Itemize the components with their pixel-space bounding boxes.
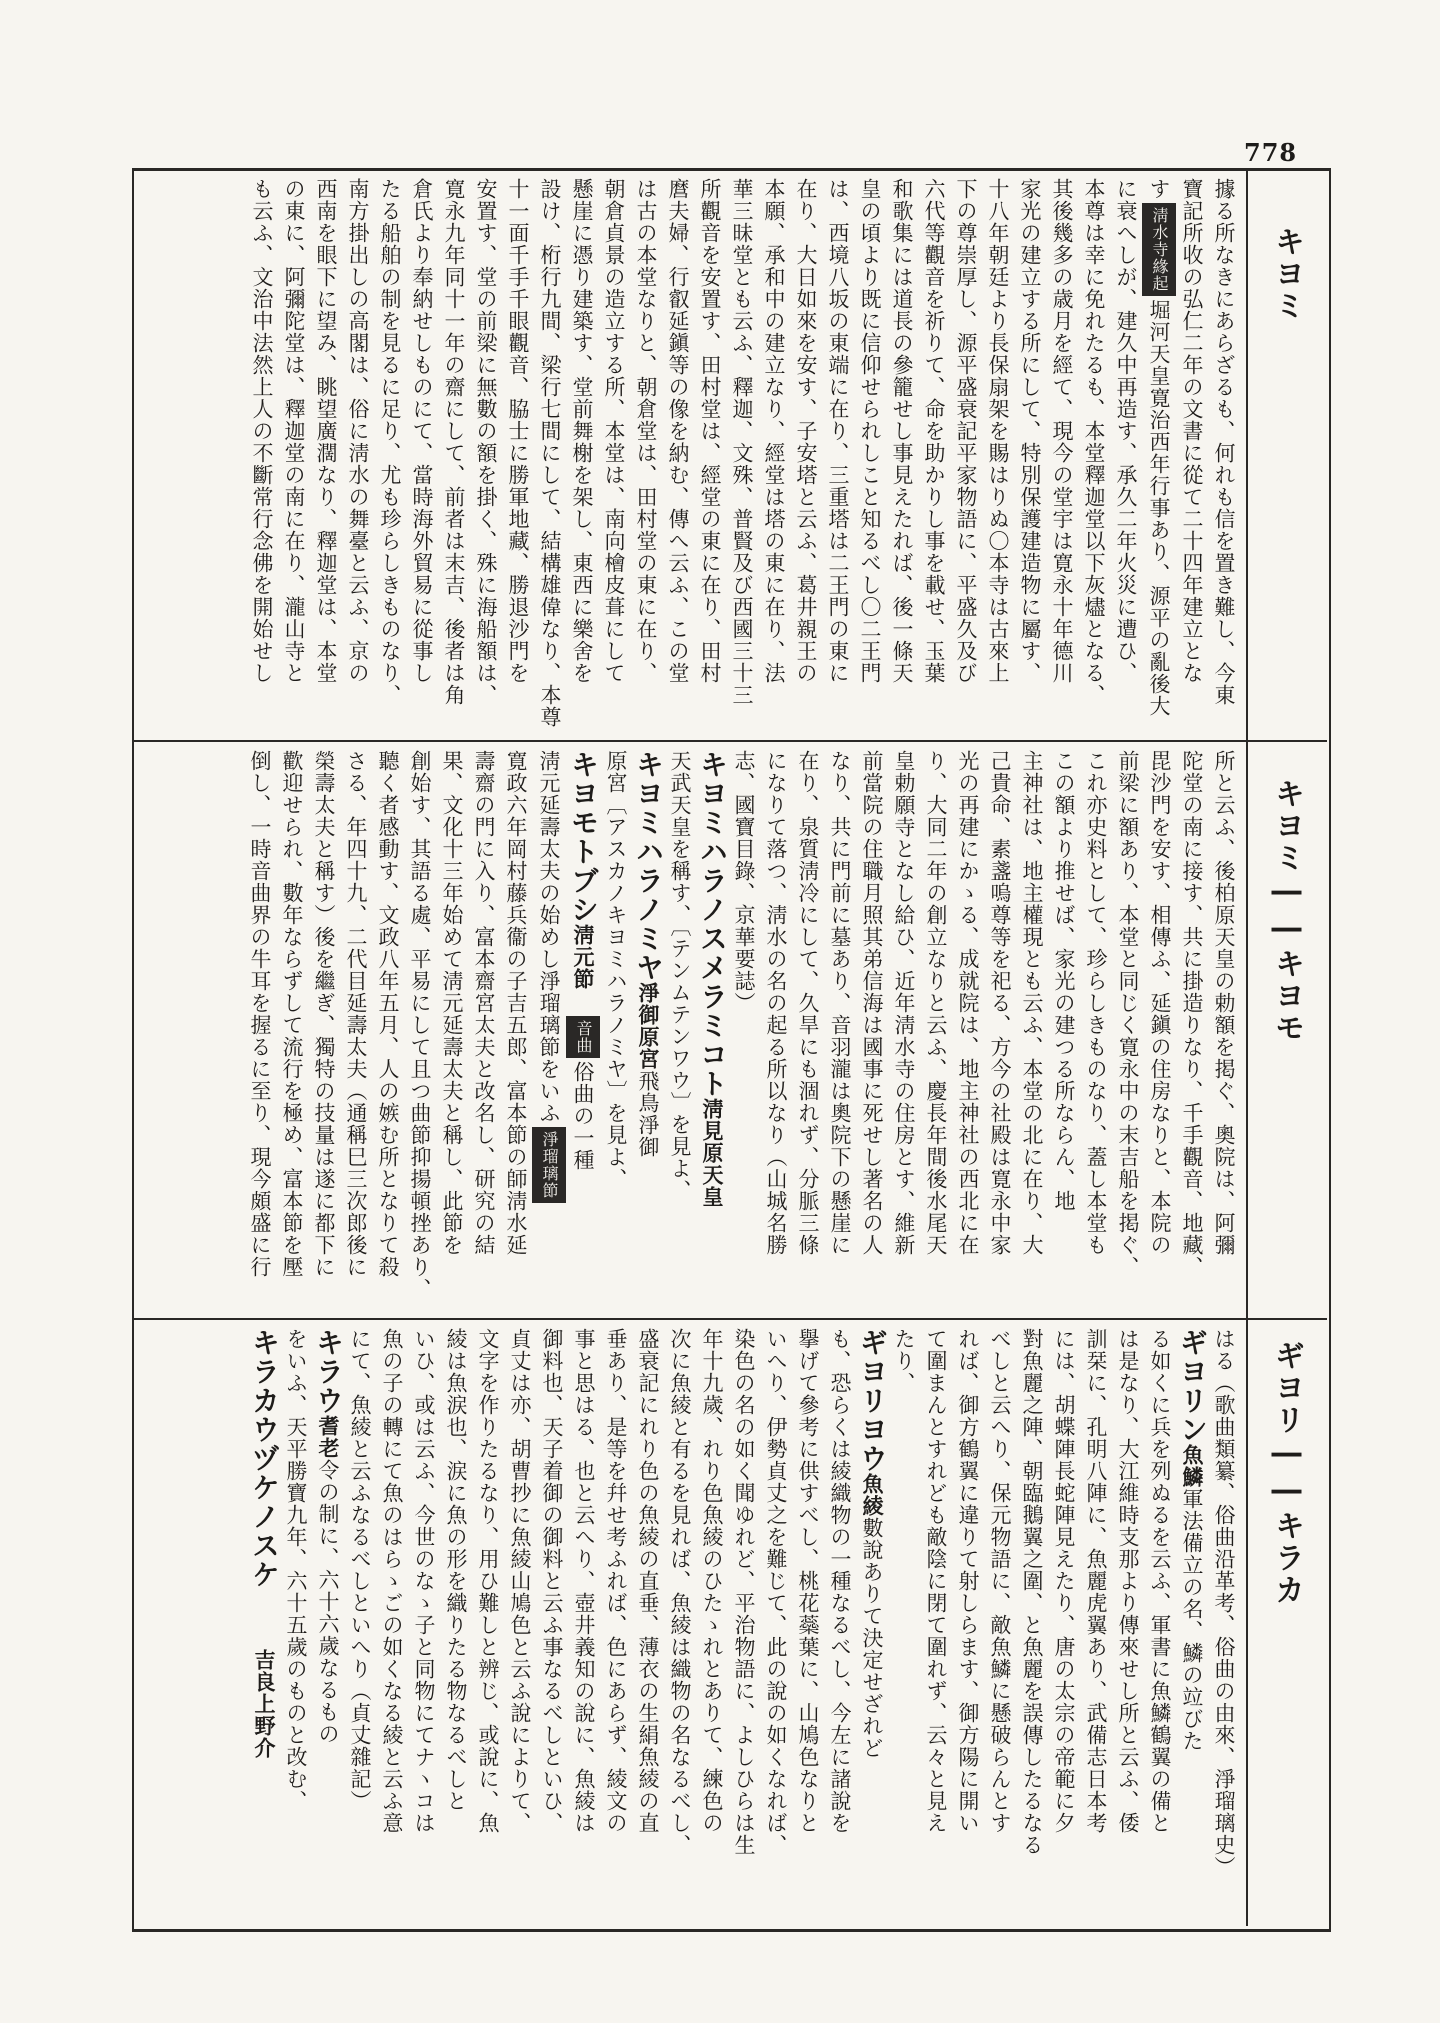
reading: 耆老 <box>316 1415 341 1459</box>
mid-line: 天武天皇を稱す、〔テンムテンワウ〕を見よ、 <box>668 750 692 1202</box>
reading: 淨御原宮 <box>636 982 661 1070</box>
reading: 淸元節 <box>571 924 596 990</box>
bottom-line: たり、 <box>892 1328 916 1394</box>
top-line: 其後幾多の歳月を經て、現今の堂宇は寛永十年德川 <box>1050 178 1074 684</box>
headword: キヨモトブシ <box>567 750 600 924</box>
entry-header-kirau: キラウ耆老令の制に、六十六歲なるもの <box>312 1328 345 1745</box>
entry-header-gyoryo: ギヨリヨウ魚綾數說ありて決定せざれど <box>856 1328 889 1759</box>
bottom-line: て圍まんとすれども敵陰に閉て圍れず、云々と見え <box>924 1328 948 1834</box>
reading: 淸見原天皇 <box>700 1098 725 1208</box>
top-line: 設け、桁行九間、梁行七間にして、結構雄偉なり、本尊 <box>538 178 562 728</box>
top-line: 朝倉貞景の造立する所、本堂は、南向檜皮葺にして <box>602 178 626 684</box>
mid-line: 皇勅願寺となし給ひ、近年淸水寺の住房とす、維新 <box>892 750 916 1256</box>
top-line: 十八年朝廷より長保扇架を賜はりぬ〇本寺は古來上 <box>986 178 1010 684</box>
mid-line: 前梁に額あり、本堂と同じく寛永中の末吉船を掲ぐ、 <box>1116 750 1140 1278</box>
top-line: に衰へしが、建久中再造す、承久二年火災に遭ひ、 <box>1114 178 1138 684</box>
top-line: 家光の建立する所にして、特別保護建造物に屬す、 <box>1018 178 1042 684</box>
top-line: 麿夫婦、行叡延鎭等の像を納む、傳へ云ふ、この堂 <box>666 178 690 684</box>
top-line: 六代等觀音を祈りて、命を助かりし事を載せ、玉葉 <box>922 178 946 684</box>
top-line: 和歌集には道長の參籠せし事見えたれば、後一條天 <box>890 178 914 684</box>
top-line: 安置す、堂の前梁に無數の額を掛く、殊に海船額は、 <box>474 178 498 706</box>
top-line: 所觀音を安置す、田村堂は、經堂の東に在り、田村 <box>698 178 722 684</box>
bottom-line: 文字を作りたるなり、用ひ難しと辨じ、或說に、魚 <box>476 1328 500 1834</box>
top-line: 南方掛出しの高閣は、俗に淸水の舞臺と云ふ、京の <box>346 178 370 684</box>
ongyoku-badge: 音曲 <box>566 1016 600 1058</box>
page-number: 778 <box>1244 138 1298 167</box>
mid-line: 志、國寶目錄、京華要誌） <box>732 750 756 1014</box>
bottom-line: いひ、或は云ふ、今世のなゝ子と同物にてナヽコは <box>412 1328 436 1834</box>
middle-text-column <box>140 750 1240 1310</box>
top-line: す淸水寺緣起堀河天皇寛治西年行事あり、源平の亂後大 <box>1142 178 1176 736</box>
top-line: たる船舶の制を見るに足り、尤も珍らしきものなり、 <box>378 178 402 706</box>
top-line: 倉氏より奉納せしものにて、當時海外貿易に從事し <box>410 178 434 684</box>
bottom-line: 訓栞に、孔明八陣に、魚麗虎翼あり、武備志日本考 <box>1084 1328 1108 1834</box>
section-label-gyori-kiraka: ギヨリ――キラカ <box>1269 1340 1304 1606</box>
mid-line: 歡迎せられ、數年ならずして流行を極め、富本節を壓 <box>280 750 304 1278</box>
bottom-line: 貞丈は亦、胡曹抄に魚綾山鳩色と云ふ說によりて、 <box>508 1328 532 1834</box>
headword: キヨミハラノスメラミコト <box>696 750 729 1098</box>
reading-extra: 飛鳥淨御 <box>636 1070 660 1158</box>
top-line: の東に、阿彌陀堂は、釋迦堂の南に在り、瀧山寺と <box>282 178 306 684</box>
top-line: 據る所なきにあらざるも、何れも信を置き難し、今東 <box>1212 178 1236 706</box>
bottom-line: 次に魚綾と有るを見れば、魚綾は織物の名なるべし、 <box>668 1328 692 1856</box>
mid-line: この額より推せば、家光の建つる所ならん、地 <box>1052 750 1076 1212</box>
mid-line: 前當院の住職月照其弟信海は國事に死せし著名の人 <box>860 750 884 1256</box>
section-divider-upper <box>134 740 1327 742</box>
mid-line: 光の再建にかゝる、成就院は、地主神社の西北に在 <box>956 750 980 1256</box>
bottom-line: 染色の名の如く聞ゆれど、平治物語に、よしひらは生 <box>732 1328 756 1856</box>
mid-line: り、大同二年の創立なりと云ふ、慶長年間後水尾天 <box>924 750 948 1256</box>
bottom-line: にて、魚綾と云ふなるべしといへり（貞丈雜記） <box>348 1328 372 1812</box>
mid-line: 寛政六年岡村藤兵衞の子吉五郎、富本節の師淸水延 <box>504 750 528 1256</box>
bottom-line: 擧げて參考に供すべし、桃花蘂葉に、山鳩色なりと <box>796 1328 820 1834</box>
top-line: 寶記所收の弘仁二年の文書に從て二十四年建立とな <box>1180 178 1204 684</box>
label-column-rule <box>1246 170 1248 1926</box>
mid-line: 倒し、一時音曲界の牛耳を握るに至り、現今頗盛に行 <box>248 750 272 1278</box>
bottom-line: べしと云へり、保元物語に、敵魚鱗に懸破らんとす <box>988 1328 1012 1834</box>
mid-line: 所と云ふ、後柏原天皇の勅額を掲ぐ、奧院は、阿彌 <box>1212 750 1236 1256</box>
mid-line: これ亦史料として、珍らしきものなり、蓋し本堂も <box>1084 750 1108 1256</box>
reading: 吉良上野介 <box>252 1649 277 1759</box>
top-line: 下の尊崇厚し、源平盛衰記平家物語に、平盛久及び <box>954 178 978 684</box>
bottom-line: れば、御方鶴翼に違りて射しらます、御方陽に開い <box>956 1328 980 1834</box>
mid-line: になりて落つ、淸水の名の起る所以なり（山城名勝 <box>764 750 788 1256</box>
engi-badge: 淸水寺緣起 <box>1142 203 1176 296</box>
mid-line: 聽く者感動す、文政八年五月、人の嫉む所となりて殺 <box>376 750 400 1278</box>
bottom-line: をいふ、天平勝寶九年、六十五歲のものと改む、 <box>284 1328 308 1812</box>
mid-line: さる、年四十九、二代目延壽太夫（通稱巳三次郎後に <box>344 750 368 1278</box>
headword: キラカウヅケノスケ <box>248 1328 281 1589</box>
joruri-badge: 淨瑠璃節 <box>532 1127 566 1203</box>
top-line: 皇の頃より既に信仰せられしこと知るべし〇二王門 <box>858 178 882 684</box>
mid-line: 己貴命、素盞嗚尊等を祀る、方今の社殿は寛永中家 <box>988 750 1012 1256</box>
entry-header-kiyomihara-no-miya <box>632 750 664 1310</box>
top-line: 本尊は幸に免れたるも、本堂釋迦堂以下灰燼となる、 <box>1082 178 1106 706</box>
bottom-line: 盛衰記にれり色の魚綾の直垂、薄衣の生絹魚綾の直 <box>636 1328 660 1834</box>
mid-line: 淸元延壽太夫の始めし淨瑠璃節をいふ淨瑠璃節 <box>532 750 566 1310</box>
entry-header-gyorin: ギヨリン魚鱗軍法備立の名、鱗の竝びた <box>1176 1328 1209 1752</box>
bottom-line: には、胡蝶陣長蛇陣見えたり、唐の太宗の帝範に夕 <box>1052 1328 1076 1834</box>
mid-line: なり、共に門前に墓あり、音羽瀧は奧院下の懸崖に <box>828 750 852 1256</box>
top-line: は、西境八坂の東端に在り、三重塔は二王門の東に <box>826 178 850 684</box>
section-divider-lower <box>134 1318 1327 1320</box>
top-text-column <box>140 174 1240 736</box>
top-line: 寛永九年同十一年の齋にして、前者は末吉、後者は角 <box>442 178 466 706</box>
bottom-line: 對魚麗之陣、朝臨鵝翼之圍、と魚麗を誤傳したるなる <box>1020 1328 1044 1856</box>
bottom-line: 事と思はる、也と云へり、壺井義知の說に、魚綾は <box>572 1328 596 1834</box>
bottom-line: 魚の子の轉にて魚のはらゝごの如くなる綾と云ふ意 <box>380 1328 404 1834</box>
reading: 魚綾 <box>860 1473 885 1517</box>
mid-line: 創始す、其語る處、平易にして且つ曲節抑揚頓挫あり、 <box>408 750 432 1300</box>
bottom-line: 綾は魚涙也、涙に魚の形を織りたる物なるべしと <box>444 1328 468 1812</box>
section-label-kiyomi: キヨミ <box>1269 226 1304 322</box>
top-line: 西南を眼下に望み、眺望廣濶なり、釋迦堂は、本堂 <box>314 178 338 684</box>
top-line: は古の本堂なりと、朝倉堂は、田村堂の東に在り、 <box>634 178 658 684</box>
top-line: 懸崖に憑り建築す、堂前舞榭を架し、東西に樂舍を <box>570 178 594 684</box>
bottom-line: る如くに兵を列ぬるを云ふ、軍書に魚鱗鶴翼の備と <box>1148 1328 1172 1834</box>
headword: キヨミハラノミヤ <box>632 750 665 982</box>
mid-line: 壽齋の門に入り、富本齋宮太夫と改名し、研究の結 <box>472 750 496 1256</box>
entry-header-kira-kozukenosuke <box>248 1328 280 1920</box>
top-line: 十一面千手千眼觀音、脇士に勝軍地藏、勝退沙門を <box>506 178 530 684</box>
top-line: も云ふ、文治中法然上人の不斷常行念佛を開始せし <box>250 178 274 684</box>
mid-line: 原宮〔アスカノキヨミハラノミヤ〕を見よ、 <box>604 750 628 1190</box>
bottom-line: はる（歌曲類纂、俗曲沿革考、俗曲の由來、淨瑠璃史） <box>1212 1328 1236 1878</box>
bottom-text-column <box>140 1328 1240 1920</box>
bottom-line: 御料也、天子着御の御料と云ふ事なるべしといひ、 <box>540 1328 564 1834</box>
headword: ギヨリヨウ <box>856 1328 889 1473</box>
bottom-line: も、恐らくは綾織物の一種なるべし、今左に諸說を <box>828 1328 852 1834</box>
bottom-line: いへり、伊勢貞丈之を難じて、此の說の如くなれば、 <box>764 1328 788 1856</box>
bottom-line: 垂あり、是等を幷せ考ふれば、色にあらず、綾文の <box>604 1328 628 1834</box>
section-label-kiyomi-kiyomo: キヨミ――キヨモ <box>1269 778 1304 1044</box>
top-line: 在り、大日如來を安す、子安塔と云ふ、葛井親王の <box>794 178 818 684</box>
mid-line: 在り、泉質淸冷にして、久旱にも涸れず、分脈三條 <box>796 750 820 1256</box>
entry-header-kiyomihara-no-sumeramikoto <box>696 750 728 1310</box>
mid-line: 毘沙門を安す、相傳ふ、延鎭の住房なりと、本院の <box>1148 750 1172 1256</box>
headword: ギヨリン <box>1176 1328 1209 1444</box>
entry-header-kiyomotobushi: キヨモトブシ淸元節音曲俗曲の一種 <box>567 750 600 1171</box>
reading: 魚鱗 <box>1180 1444 1205 1488</box>
top-line: 華三昧堂とも云ふ、釋迦、文殊、普賢及び西國三十三 <box>730 178 754 706</box>
mid-line: 陀堂の南に接す、共に掛造りなり、千手觀音、地藏、 <box>1180 750 1204 1278</box>
mid-line: 榮壽太夫と稱す）後を繼ぎ、獨特の技量は遂に都下に <box>312 750 336 1278</box>
headword: キラウ <box>312 1328 345 1415</box>
mid-line: 果、文化十三年始めて淸元延壽太夫と稱し、此節を <box>440 750 464 1256</box>
mid-line: 主神社は、地主權現とも云ふ、本堂の北に在り、大 <box>1020 750 1044 1256</box>
bottom-line: は是なり、大江維時支那より傳來せし所と云ふ、倭 <box>1116 1328 1140 1834</box>
bottom-line: 年十九歲、れり色魚綾のひたゝれとありて、練色の <box>700 1328 724 1834</box>
top-line: 本願、承和中の建立なり、經堂は塔の東に在り、法 <box>762 178 786 684</box>
